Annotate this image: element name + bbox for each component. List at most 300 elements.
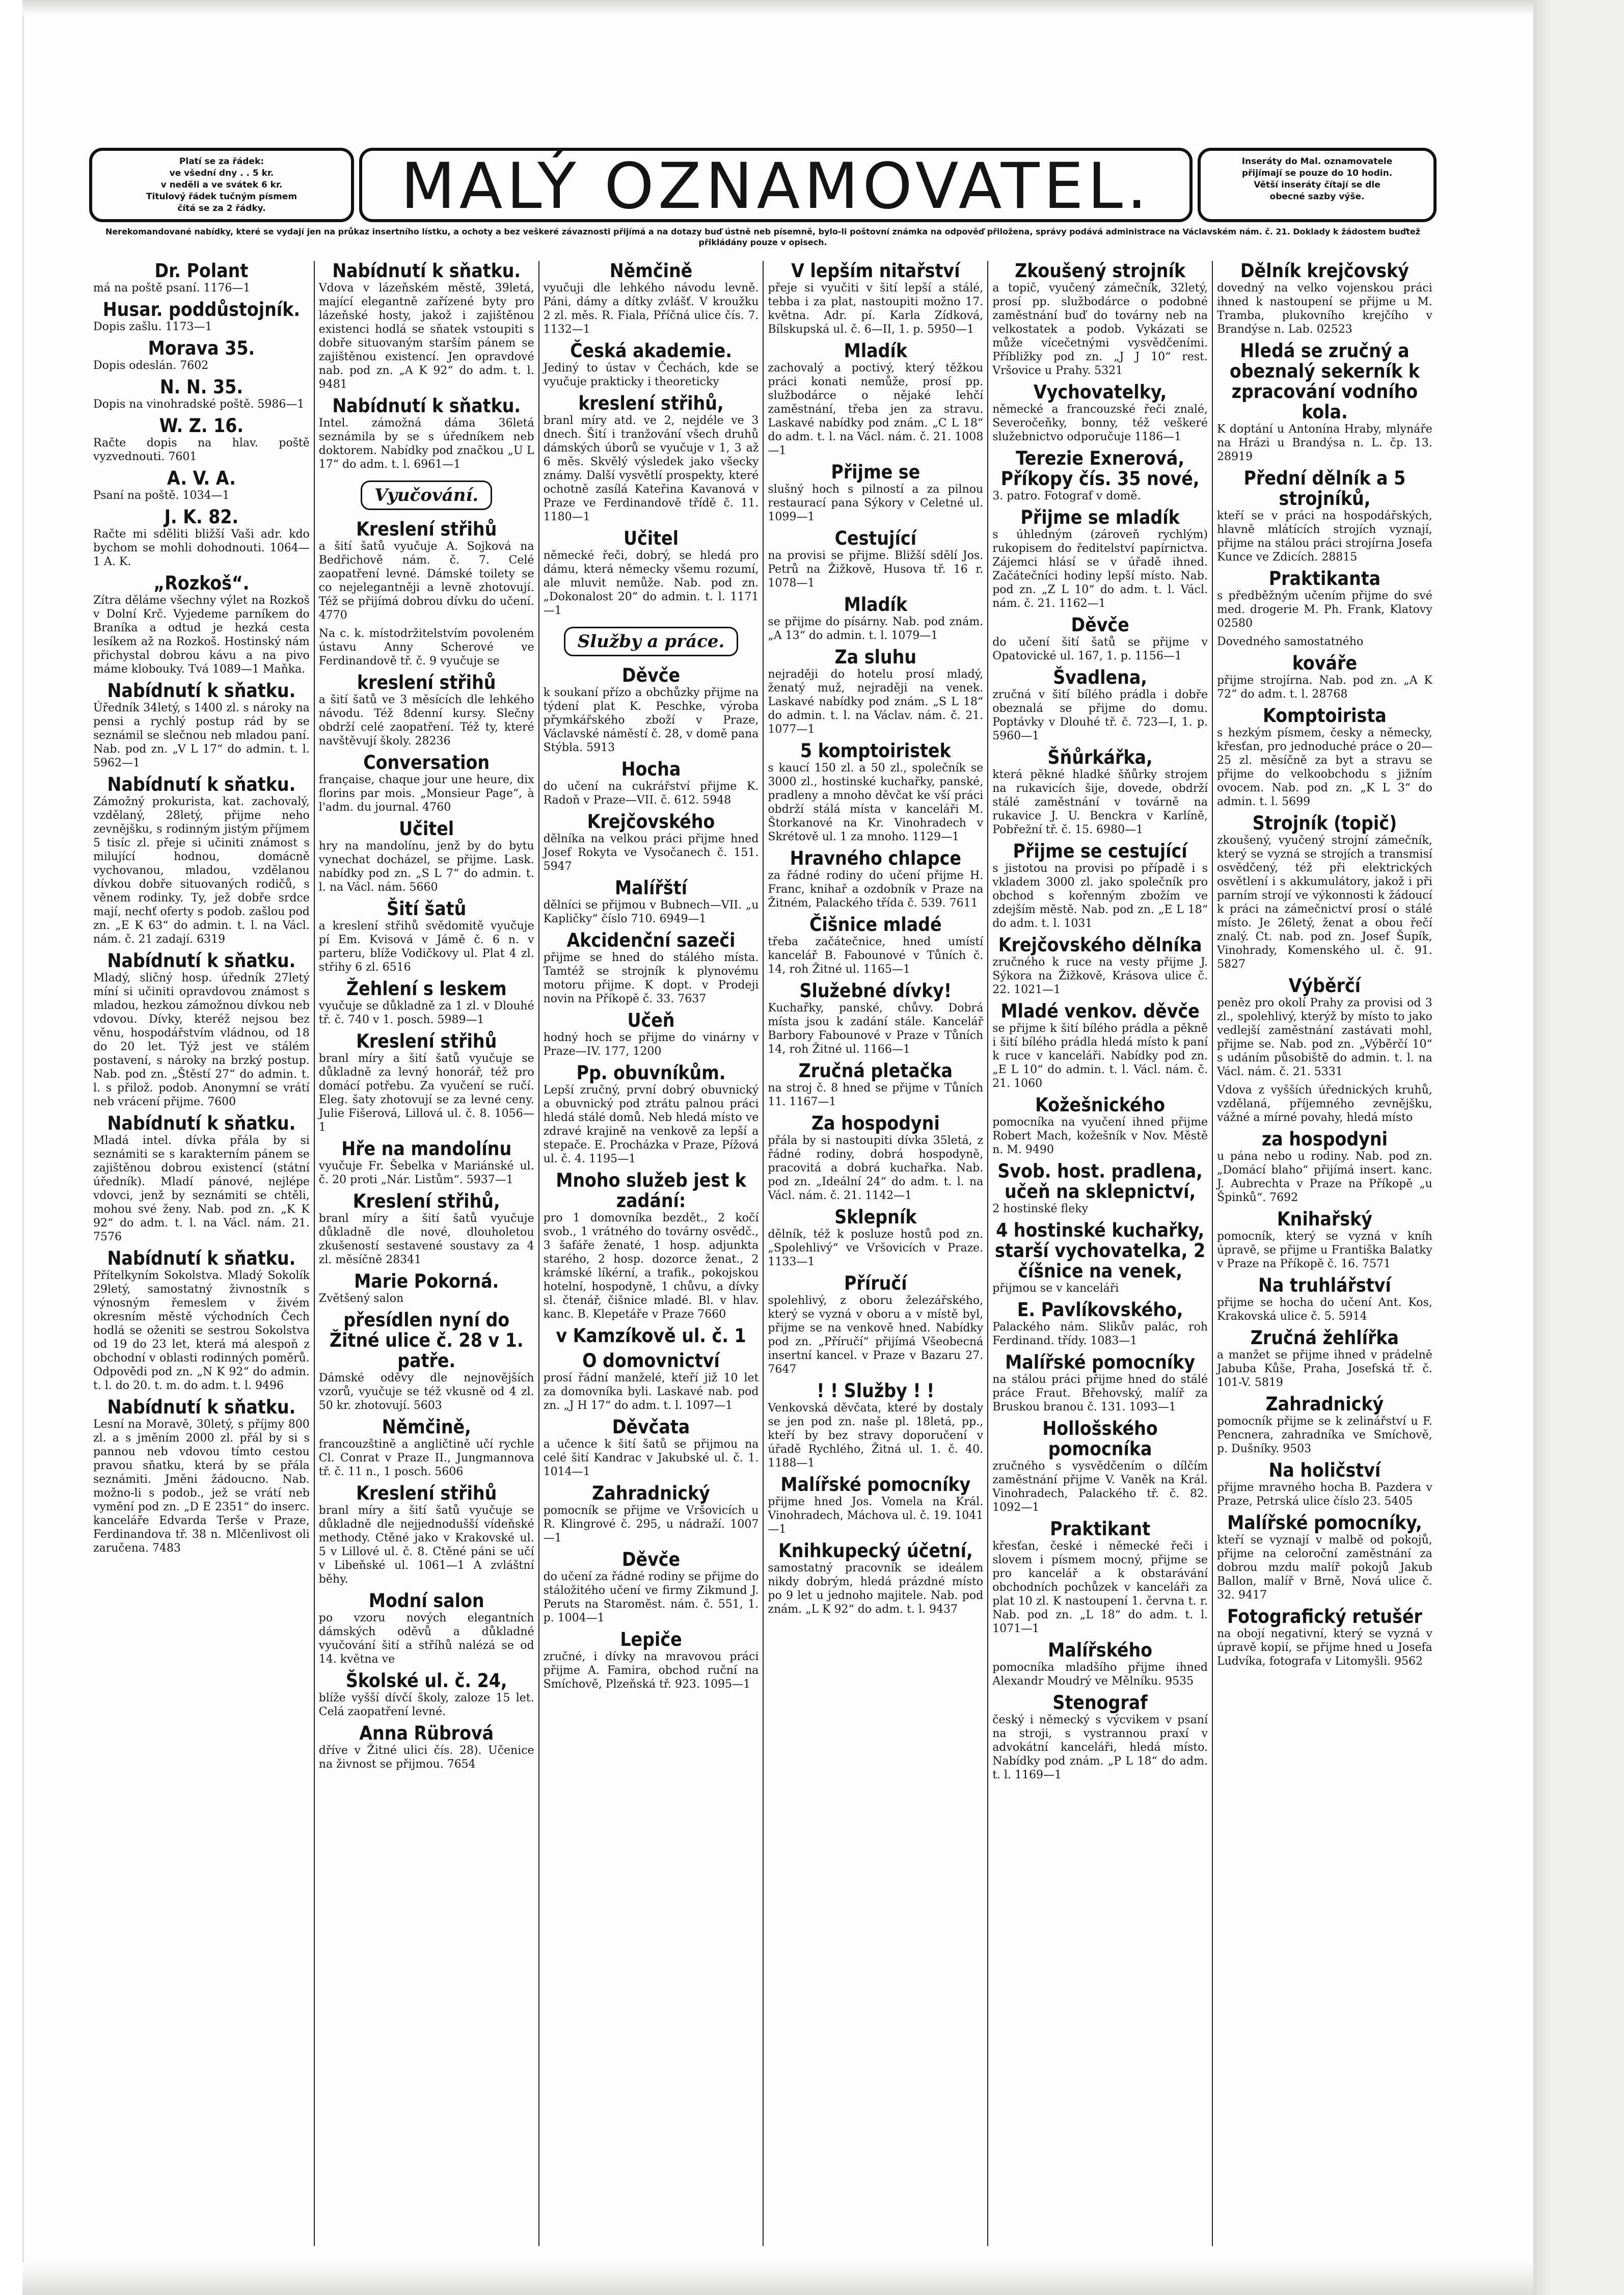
classified-ad <box>319 1031 534 1134</box>
ad-headline: Nabídnutí k sňatku. <box>107 1247 296 1269</box>
classified-ad <box>992 1519 1208 1636</box>
classified-ad <box>768 981 983 1056</box>
ad-body: dělníka na velkou práci přijme hned Josef Rokyta ve Vysočanech č. 151. 5947 <box>543 833 759 873</box>
classified-ad <box>992 615 1208 663</box>
ad-body: Na c. k. místodržitelstvím povoleném ústavu Anny Scherové ve Ferdinandově tř. č. 9 vyučuje se <box>318 627 534 668</box>
scan-bottom-edge <box>22 2262 1533 2295</box>
classified-ad <box>544 665 759 755</box>
classified-ad <box>93 681 310 770</box>
ad-body: vyučuji dle lehkého návodu levně. Páni, dámy a dítky zvlášť. V kroužku 2 zl. měs. R. Fiala, Příčná ulice čís. 7. 1132—1 <box>543 282 759 336</box>
ad-body: která pěkné hladké šňůrky strojem na rukavicích šije, dovede, obdrží stálé zaměstnání v továrně na rukavice J. U. Benckra v Karlíně, Pobřežní tř. č. 15. 6980—1 <box>992 768 1208 836</box>
classified-ad <box>93 300 310 334</box>
classified-ad <box>1217 1607 1432 1668</box>
ad-body: hry na mandolínu, jenž by do bytu vynechat docházel, se přijme. Lask. nabídky pod zn. „S L 7“ do admin. t. l. na Václ. nám. 5660 <box>318 840 534 894</box>
ad-body: branl míry a šití šatů vyučuje se důkladně dle nejjednodušší vídeňské methody. Ctěné jako v Krakovské ul. 5 v Lillové ul. č. 8. Ctěné páni se učí v Libeňské ul. 1061—1 A zvláštní běhy. <box>318 1504 534 1586</box>
classified-ad <box>544 528 759 618</box>
ad-body: Dopis odeslán. 7602 <box>93 359 209 372</box>
classified-ad <box>93 1248 310 1393</box>
ad-body: vyučuje Fr. Šebelka v Mariánské ul. č. 20 proti „Nár. Listům“. 5937—1 <box>318 1160 534 1186</box>
ad-body: branl míry atd. ve 2, nejdéle ve 3 dnech. Šití i tranžování všech druhů dámských úborů se vyučuje v 1, 3 až 6 měs. Skvělý výsledek jako všecky známy. Další vysvětlí prospekty, které ochotně zasílá Kateřina Kavanová v Praze ve Ferdinandově třídě č. 11. 1180—1 <box>543 414 759 523</box>
classified-ad <box>319 261 534 391</box>
ad-body: a šití šatů vyučuje A. Sojková na Bedřichově nám. č. 7. Celé zaopatření levné. Dámské toilety se co nejelegantněji a levně zhotovují. Též se přijímá dobrou dívku do učení. 4770 <box>318 540 534 622</box>
ad-body: Jediný to ústav v Čechách, kde se vyučuje prakticky i theoreticky <box>543 362 759 388</box>
ad-body: do učení na cukrářství přijme K. Radoň v Praze—VII. č. 612. 5948 <box>543 780 759 807</box>
ad-headline: Nabídnutí k sňatku. <box>332 261 521 282</box>
ad-headline: Zahradnický <box>1265 1393 1384 1415</box>
classified-ad <box>1217 261 1432 336</box>
ad-body: s hezkým písmem, česky a německy, křesťan, pro jednoduché práce o 20—25 zl. měsíčně za byt a stravu se přijme do velkoobchodu s jižním ovocem. Nab. pod zn. „K L 3“ do admin. t. l. 5699 <box>1216 727 1432 808</box>
ad-headline: Komptoirista <box>1263 705 1387 727</box>
classified-ad <box>768 1475 983 1536</box>
section-heading <box>319 481 534 510</box>
classified-ad <box>319 1417 534 1479</box>
ad-headline: Hollošského pomocníka <box>1042 1418 1158 1460</box>
page-title: MALÝ OZNAMOVATEL. <box>400 150 1151 223</box>
classified-ad <box>768 1207 983 1269</box>
ad-body: přála by si nastoupiti dívka 35letá, z řádné rodiny, dobrá hospodyně, pracovitá a dobrá kuchařka. Nab. pod zn. „Ideální 24“ do adm. t. l. na Václ. nám. č. 21. 1142—1 <box>768 1134 984 1202</box>
ad-body: 3. patro. Fotograf v domě. <box>992 490 1141 502</box>
ad-body: pro 1 domovníka bezdět., 2 kočí svob., 1 vrátného do továrny osvědč., 3 šafáře ženaté, 1 hosp. adjunkta starého, 2 hosp. dozorce ženat., 2 krámské líkérní, a trafik., pokojskou hotelní, hospodyně, 1 chůvu, a dívky sl. čtenář, čišnice mladé. Bl. v hlav. kanc. B. Klepetáře v Praze 7660 <box>543 1212 759 1321</box>
ad-headline: Husar. poddůstojník. <box>102 299 300 321</box>
classified-ad <box>544 1417 759 1479</box>
ad-body: zkoušený, vyučený strojní zámečník, který se vyzná se strojích a transmisí osvědčený, též při elektrických osvětlení i s akkumulátory, jakož i při parním strojí ve výkonnosti k žádoucí k práci na zámečnictví prosí o stálé místo. Je 26letý, ženat a obou řečí znalý. Ct. nab. pod zn. Josef Šupík, Vinohrady, Komenského ul. č. 91. 5827 <box>1216 834 1432 971</box>
ad-body: Zvětšený salon <box>318 1292 404 1305</box>
classified-ad <box>1217 1275 1432 1323</box>
ad-headline: přesídlen nyní do Žitné ulice č. 28 v 1. patře. <box>329 1309 524 1372</box>
ad-headline: Cestující <box>834 527 916 549</box>
classified-ad <box>544 261 759 336</box>
ad-body: přeje si vyučiti v šití lepší a stálé, tebba i za plat, nastoupiti možno 17. května. Adr. pí. Karla Zídková, Bílskupská ul. č. 6—II, 1. p. 5950—1 <box>768 282 984 336</box>
ad-body: u pána nebo u rodiny. Nab. pod zn. „Domácí blaho“ přijímá insert. kanc. J. Aubrechta v Praze na Příkopě „u Špinků“. 7692 <box>1216 1150 1432 1204</box>
ad-column-4 <box>763 261 987 2246</box>
classified-ad <box>1217 813 1432 971</box>
ad-body: přijme strojírna. Nab. pod zn. „A K 72“ do adm. t. l. 28768 <box>1216 674 1432 701</box>
ad-headline: Akcidenční sazeči <box>566 929 736 951</box>
classified-ad <box>768 848 983 910</box>
ad-body: nejraději do hotelu prosí mladý, ženatý muž, nejraději na venek. Laskavé nabídky pod znám. „S L 18“ do admin. t. l. na Václav. nám. č. 21. 1077—1 <box>768 668 984 736</box>
classified-ad <box>1217 468 1432 564</box>
ad-body: Zámožný prokurista, kat. zachovalý, vzdělaný, 28letý, přijme neho zevnějšku, s rodinným jistým příjmem 5 tisíc zl. přeje si učiniti známost s milující hodnou, domácně vychovanou, mladou, vzdělanou dívkou dobře situovaných rodičů, s věnem rodinky. Ty, jež dobře srdce mají, nechť oferty s podob. zašlou pod zn. „E K 63“ do admin. t. l. na Václ. nám. č. 21 zadají. 6319 <box>93 795 310 946</box>
classified-ad <box>992 748 1208 837</box>
ad-body: se přijme k šití bílého prádla a pěkně i šití bílého prádla hledá místo k paní k ruce v kanceláři. Nabídky pod zn. „E L 10“ do admin. t. l. Václ. nám. č. 21. 1060 <box>992 1022 1208 1090</box>
classified-ad <box>992 1352 1208 1414</box>
classified-ad <box>319 1310 534 1412</box>
ad-body: do učení za řádné rodiny se přijme do stáložitého učení ve firmy Zikmund J. Peruts na Staroměst. nám. č. 551, 1. p. 1004—1 <box>543 1570 759 1624</box>
ad-headline: Děvče <box>621 1549 681 1570</box>
ad-body: za řádné rodiny do učení přijme H. Franc, knihař a ozdobník v Praze na Žitném, Palackého třída č. 539. 7611 <box>768 869 984 910</box>
ad-headline: Výběrčí <box>1288 975 1361 997</box>
ad-body: český i německý s výcvikem v psaní na stroji, s vystrannou praxí v advokátní kanceláři, hledá místo. Nabídky pod znám. „P L 18“ do adm. t. l. 1169—1 <box>992 1714 1208 1781</box>
classified-ad <box>544 1326 759 1346</box>
ad-headline: Zahradnický <box>592 1482 710 1504</box>
classified-ad <box>768 647 983 736</box>
classified-ad <box>1217 706 1432 809</box>
ad-headline: Knihkupecký účetní, <box>778 1540 973 1562</box>
classified-ad <box>319 979 534 1027</box>
ad-headline: Učitel <box>623 527 679 549</box>
ad-body: přijme hned Jos. Vomela na Král. Vinohradech, Máchova ul. č. 19. 1041—1 <box>768 1496 984 1536</box>
ad-headline: Hocha <box>621 758 681 780</box>
ad-body: K doptání u Antonína Hraby, mlynáře na Hrázi u Brandýsa n. L. čp. 13. 28919 <box>1216 423 1432 463</box>
classified-ad <box>1217 635 1432 649</box>
ad-headline: Pp. obuvníkům. <box>576 1062 726 1084</box>
pricing-line: v neděli a ve svátek 6 kr. <box>160 180 283 190</box>
ad-headline: Přijme se cestující <box>1013 840 1187 862</box>
ad-headline: A. V. A. <box>167 467 236 489</box>
classified-ad <box>1217 1460 1432 1508</box>
ad-headline: Nabídnutí k sňatku. <box>107 1112 296 1134</box>
ad-body: vyučuje se důkladně za 1 zl. v Dlouhé tř. č. 740 v 1. posch. 5989—1 <box>318 1000 534 1026</box>
ad-body: prosí řádní manželé, kteří již 10 let za domovníka byli. Laskavé nab. pod zn. „J H 17“ do adm. t. l. 1097—1 <box>543 1372 759 1412</box>
ad-body: Psaní na poště. 1034—1 <box>93 489 230 502</box>
ad-body: Dámské oděvy dle nejnovějších vzorů, vyučuje se též vkusně od 4 zl. 50 kr. zhotovují. 5603 <box>318 1372 534 1412</box>
classified-ad <box>1217 569 1432 630</box>
ad-body: branl míry a šití šatů vyučuje důkladně dle nové, dlouholetou zkušeností sestavené soustavy za 4 zl. měsíčně 28341 <box>318 1212 534 1266</box>
ad-headline: Hledá se zručný a obeznalý sekerník k zpracování vodního kola. <box>1229 340 1420 423</box>
ad-headline: Zručná pletačka <box>798 1060 953 1082</box>
ad-headline: Terezie Exnerová, Příkopy čís. 35 nové, <box>1000 447 1200 490</box>
classified-ad <box>319 1671 534 1719</box>
classified-ad <box>544 1170 759 1321</box>
ad-headline: 4 hostinské kuchařky, starší vychovatelka, 2 číšnice na venek, <box>995 1219 1206 1282</box>
classified-ad <box>768 341 983 458</box>
ad-headline: Fotografický retušér <box>1227 1606 1422 1627</box>
deadline-box <box>1198 148 1437 222</box>
pricing-line: ve všední dny . . 5 kr. <box>169 168 274 178</box>
ad-headline: Učeň <box>627 1009 675 1031</box>
classified-ad <box>992 448 1208 503</box>
ad-headline: Malířské pomocníky, <box>1227 1512 1422 1534</box>
ad-body: a učence k šití šatů se přijmou na celé šití Kandrac v Jakubské ul. č. 1. 1014—1 <box>543 1438 759 1478</box>
ad-body: Mladá intel. dívka přála by si seznámiti se s karakterním pánem se zajištěnou dobrou existencí (státní úředník). Mladí pánové, nejlépe vdovci, jenž by seznámiti se chtěli, mohou své ženy. Nab. pod zn. „K K 92“ do adm. t. l. na Václ. nám. 21. 7576 <box>93 1134 310 1243</box>
classified-ad <box>93 377 310 411</box>
ad-column-3 <box>538 261 763 2246</box>
ad-headline: Mladík <box>844 340 907 362</box>
classified-ad <box>992 1300 1208 1348</box>
ad-headline: Svob. host. pradlena, učeň na sklepnictví, <box>997 1160 1203 1203</box>
ad-headline: Stenograf <box>1052 1692 1148 1714</box>
ad-headline: Děvčata <box>612 1416 690 1438</box>
section-heading <box>544 627 759 656</box>
ad-headline: Děvče <box>1071 614 1129 636</box>
ad-headline: Vychovatelky, <box>1033 381 1167 403</box>
classified-ad <box>768 741 983 844</box>
ad-headline: E. Pavlíkovského, <box>1017 1299 1183 1321</box>
ad-headline: J. K. 82. <box>164 506 239 528</box>
scan-left-margin <box>0 0 24 2295</box>
classified-ad <box>992 382 1208 444</box>
ad-headline: Hře na mandolínu <box>341 1138 512 1160</box>
ad-headline: Děvče <box>621 664 681 686</box>
classified-ad <box>93 573 310 676</box>
ad-headline: Přední dělník a 5 strojníků, <box>1243 467 1406 510</box>
classified-ad <box>992 261 1208 378</box>
ad-headline: Conversation <box>363 752 490 773</box>
ad-body: Úředník 34letý, s 1400 zl. s nároky na pensi a rychlý postup rád by se seznámil se slečnou neb mladou paní. Nab. pod zn. „V L 17“ do admin. t. l. 5962—1 <box>93 702 310 769</box>
ad-body: německé a francouzské řeči znalé, Severočeňky, bonny, též veškeré služebnictvo odporučuje 1186—1 <box>992 403 1208 443</box>
classified-ad <box>93 338 310 372</box>
deadline-line: obecné sazby výše. <box>1269 192 1365 202</box>
scan-page-shadow <box>1533 0 1552 2295</box>
classified-ad <box>992 1693 1208 1782</box>
ad-headline: Mladé venkov. děvče <box>1000 1000 1200 1022</box>
ad-headline: Mnoho služeb jest k zadání: <box>556 1169 746 1212</box>
ad-headline: Nabídnutí k sňatku. <box>332 395 521 417</box>
classified-ad <box>1217 1328 1432 1390</box>
ad-body: přijme mravného hocha B. Pazdera v Praze, Petrská ulice číslo 23. 5405 <box>1216 1481 1432 1508</box>
ad-body: Zítra děláme všechny výlet na Rozkoš v Dolní Krč. Vyjedeme parníkem do Braníka a odtud je hezká cesta lesíkem až na Rozkoš. Hostinský nám přichystal dobrou kávu a na pivo máme klobouky. Tvá 1089—1 Maňka. <box>93 594 310 676</box>
ad-headline: Přijme se <box>831 461 921 483</box>
ad-headline: Mladík <box>844 594 907 616</box>
classified-columns <box>89 261 1437 2246</box>
classified-ad <box>93 1397 310 1555</box>
ad-headline: 5 komptoiristek <box>800 740 951 762</box>
classified-ad <box>319 753 534 814</box>
ad-headline: Lepiče <box>620 1629 682 1650</box>
classified-ad <box>992 1095 1208 1157</box>
ad-body: na stálou práci přijme hned do stálé práce Fraut. Břehovský, malíř za Bruskou branou č. 131. 1093—1 <box>992 1373 1208 1413</box>
ad-headline: Strojník (topič) <box>1252 812 1397 834</box>
classified-ad <box>768 1273 983 1376</box>
classified-ad <box>319 1191 534 1267</box>
ad-headline: kreslení střihů <box>357 672 496 693</box>
ad-headline: N. N. 35. <box>159 376 243 398</box>
ad-body: se přijme do písárny. Nab. pod znám. „A 13“ do admin. t. l. 1079—1 <box>768 616 984 642</box>
classified-ad <box>544 1351 759 1412</box>
classified-ad <box>768 462 983 524</box>
ad-body: Intel. zámožná dáma 36letá seznámila by se s úředníkem neb doktorem. Nabídky pod značkou „U L 17“ do adm. t. l. 6961—1 <box>318 417 534 471</box>
classified-ad <box>768 595 983 643</box>
ad-body: Račte mi sděliti bližší Vaši adr. kdo bychom se mohli dohodnouti. 1064—1 A. K. <box>93 528 310 568</box>
ad-body: 2 hostinské fleky <box>992 1203 1089 1215</box>
classified-ad <box>992 1220 1208 1295</box>
section-heading-label: Vyučování. <box>361 481 492 510</box>
classified-ad <box>544 759 759 807</box>
ad-body: německé řeči, dobrý, se hledá pro dámu, která německy všemu rozumí, ale mluvit nemůže. Nab. pod zn. „Dokonalost 20“ do admin. t. l. 1171—1 <box>543 549 759 617</box>
ad-headline: Kožešnického <box>1035 1094 1166 1116</box>
ad-headline: O domovnictví <box>582 1350 720 1372</box>
ad-headline: Sklepník <box>834 1206 917 1228</box>
ad-body: Dopis zašlu. 1173—1 <box>93 321 212 333</box>
ad-headline: Zkoušený strojník <box>1015 261 1186 282</box>
ad-headline: Kreslení střihů <box>356 1030 497 1052</box>
ad-headline: Šňůrkářka, <box>1047 746 1153 768</box>
ad-body: na obojí negativní, který se vyzná v úpravě kopií, se přijme hned u Josefa Ludvíka, fotografa v Litomyšli. 9562 <box>1216 1627 1432 1668</box>
classified-ad <box>319 1139 534 1187</box>
ad-body: pomocník, který se vyzná v kníh úpravě, se přijme u Františka Balatky v Praze na Příkopě č. 16. 7571 <box>1216 1230 1432 1270</box>
ad-body: Venkovská děvčata, které by dostaly se jen pod zn. naše pl. 18letá, pp., kteří by bez stravy doporučení v úřadě Rychlého, Žitná ul. 1. č. 40. 1188—1 <box>768 1402 984 1470</box>
classified-ad <box>319 1483 534 1586</box>
classified-ad <box>544 930 759 1006</box>
ad-body: přijme se hned do stálého místa. Tamtéž se strojník k plynovému motoru přijme. K dopt. v Prodeji novin na Příkopě č. 33. 7637 <box>543 951 759 1005</box>
ad-headline: Praktikanta <box>1268 568 1381 590</box>
ad-body: zachovalý a poctivý, který těžkou práci konati nemůže, prosí pp. službodárce o nějaké lehčí zaměstnání, třeba jen za stravu. Laskavé nabídky pod znám. „C L 18“ do adm. t. l. na Václ. nám. č. 21. 1008—1 <box>768 362 984 457</box>
classified-ad <box>1217 341 1432 464</box>
ad-body: pomocníka mladšího přijme ihned Alexandr Moudrý ve Mělníku. 9535 <box>992 1661 1208 1688</box>
ad-headline: Němčině <box>609 261 693 282</box>
classified-ad <box>768 1541 983 1616</box>
ad-body: a šití šatů ve 3 měsících dle lehkého návodu. Též 8denní kursy. Slečny obdrží celé zaopatření. Též ty, které navštěvují školy. 28236 <box>318 693 534 748</box>
classified-ad <box>93 951 310 1109</box>
ad-headline: Kreslení střihů, <box>353 1190 500 1212</box>
ad-headline: Praktikant <box>1050 1518 1151 1540</box>
pricing-box <box>89 148 354 222</box>
classified-ad <box>768 915 983 976</box>
ad-headline: Modní salon <box>368 1590 484 1612</box>
pricing-line: čítá se za 2 řádky. <box>177 203 266 214</box>
ad-body: a kreslení střihů svědomitě vyučuje pí Em. Kvisová v Jámě č. 6 n. v parteru, blíže Vodičkovy ul. Plat 4 zl. střihy 6 zl. 6516 <box>318 920 534 974</box>
classified-ad <box>319 519 534 622</box>
masthead <box>89 148 1437 224</box>
ad-headline: Nabídnutí k sňatku. <box>107 1396 296 1418</box>
ad-body: třeba začátečnice, hned umístí kancelář B. Fabounové v Tůních č. 14, roh Žitné ul. 1165—1 <box>768 936 984 976</box>
ad-headline: kováře <box>1292 652 1357 674</box>
ad-headline: Česká akademie. <box>570 340 732 362</box>
section-heading-label: Služby a práce. <box>564 627 739 656</box>
ad-body: křesťan, české i německé řeči i slovem i písmem mocný, přijme se pro kancelář a k obstarávání obchodních pochůzek v kanceláři za plat 10 zl. K nastoupení 1. června t. r. Nab. pod zn. „L 18“ do adm. t. l. 1071—1 <box>992 1540 1208 1635</box>
ad-headline: Malířští <box>615 877 687 899</box>
ad-headline: Anna Rübrová <box>359 1722 494 1744</box>
ad-headline: Za hospodyni <box>811 1112 940 1134</box>
ad-headline: Hravného chlapce <box>790 847 961 869</box>
ad-body: přijmou se v kanceláři <box>992 1282 1119 1295</box>
deadline-line: Větší inseráty čítají se dle <box>1254 180 1381 190</box>
classified-ad <box>319 627 534 668</box>
classified-ad <box>544 1063 759 1166</box>
classified-ad <box>992 668 1208 743</box>
classified-ad <box>93 416 310 464</box>
ad-body: s jistotou na provisi po případě i s vkladem 3000 zl. jako společník pro obchod s kořenným zbožím ve zdejším městě. Nab. pod zn. „E L 18“ do adm. t. l. 1031 <box>992 862 1208 930</box>
ad-body: pomocník se přijme ve Vršovicích u R. Klingrové č. 295, u nádraží. 1007—1 <box>543 1504 759 1544</box>
ad-body: Račte dopis na hlav. poště vyzvednouti. 7601 <box>93 437 310 463</box>
ad-headline: Nabídnutí k sňatku. <box>107 680 296 702</box>
ad-headline: Učitel <box>399 818 454 840</box>
classified-ad <box>544 1630 759 1691</box>
ad-headline: Nabídnutí k sňatku. <box>107 950 296 972</box>
ad-headline: V lepším nitařství <box>791 261 960 282</box>
classified-ad <box>1217 1209 1432 1271</box>
ad-headline: Kreslení střihů <box>356 1482 497 1504</box>
administration-notice: Nerekomandované nabídky, které se vydají jen na průkaz insertního lístku, a ochoty a bez veškeré závaznosti přijímá a na dotazy buď ústně neb písemně, bylo-li poštovní známka na odpověď přiložena, správy podává administrace na Václavském nám. č. 21. Doklady k žádostem buďtež přikládány pouze v opisech. <box>105 227 1421 247</box>
ad-headline: W. Z. 16. <box>159 415 244 437</box>
pricing-line: Titulový řádek tučným písmem <box>146 192 297 202</box>
classified-ad <box>319 396 534 471</box>
ad-body: peněz pro okolí Prahy za provisi od 3 zl., spolehlivý, kterýž by místo to jako vedlejší zaměstnání zastávati mohl, přijme se. Nab. pod zn. „Výběrčí 10“ s udáním působiště do admin. t. l. na Václ. nám. č. 21. 5331 <box>1216 997 1432 1078</box>
ad-headline: v Kamzíkově ul. č. 1 <box>556 1325 746 1347</box>
ad-body: na stroj č. 8 hned se přijme v Tůních 11. 1167—1 <box>768 1082 984 1108</box>
ad-headline: Krejčovského <box>587 811 715 833</box>
ad-headline: „Rozkoš“. <box>153 572 250 594</box>
ad-headline: Němčině, <box>382 1416 471 1438</box>
classified-ad <box>1217 1083 1432 1125</box>
ad-body: přijme se hocha do učení Ant. Kos, Krakovská ulice č. 5. 5914 <box>1216 1296 1432 1323</box>
ad-body: francouzštině a angličtině učí rychle Cl. Conrat v Praze II., Jungmannova tř. č. 11 n., 1 posch. 5606 <box>318 1438 534 1478</box>
classified-ad <box>319 899 534 974</box>
classified-ad <box>319 819 534 894</box>
classified-ad <box>1217 653 1432 701</box>
classified-ad <box>992 935 1208 997</box>
ad-headline: Přijme se mladík <box>1020 506 1180 528</box>
ad-column-5 <box>987 261 1212 2246</box>
ad-headline: Šití šatů <box>387 898 467 920</box>
classified-ad <box>93 261 310 295</box>
ad-headline: Nabídnutí k sňatku. <box>107 773 296 795</box>
classified-ad <box>768 528 983 590</box>
ad-body: Dopis na vinohradské poště. 5986—1 <box>93 398 305 411</box>
classified-ad <box>1217 1129 1432 1205</box>
classified-ad <box>544 1010 759 1058</box>
pricing-line: Platí se za řádek: <box>179 156 264 167</box>
ad-headline: za hospodyni <box>1261 1128 1388 1150</box>
classified-ad <box>544 1483 759 1545</box>
classified-ad <box>93 507 310 569</box>
ad-body: zručná v šití bílého prádla i dobře obeznalá se přijme do domu. Poptávky v Dlouhé tř. č. 723—I, 1. p. 5960—1 <box>992 688 1208 742</box>
ad-body: dělník, též k posluze hostů pod zn. „Spolehlivý“ ve Vršovicích v Praze. 1133—1 <box>768 1228 984 1268</box>
ad-body: Mladý, sličný hosp. úředník 27letý míní si učiniti opravdovou známost s mladou, hezkou zámožnou dívkou neb vdovou. Dívky, kteréž nejsou bez věnu, hospodářstvím vládnou, od 18 do 20 let. Týž jest ve stálém postavení, s nároky na brzký postup. Nab. pod zn. „Štěstí 27“ do admin. t. l. s přilož. podob. Anonymní se vrátí neb vrácení přijme. 7600 <box>93 972 310 1108</box>
deadline-line: Inseráty do Mal. oznamovatele <box>1241 156 1393 167</box>
classified-ad <box>319 1271 534 1305</box>
ad-headline: Marie Pokorná. <box>354 1270 499 1292</box>
ad-body: má na poště psaní. 1176—1 <box>93 282 251 295</box>
ad-body: s předběžným učením přijme do své med. drogerie M. Ph. Frank, Klatovy 02580 <box>1216 590 1432 630</box>
ad-body: française, chaque jour une heure, dix florins par mois. „Monsieur Page“, à l'adm. du journal. 4760 <box>318 773 534 814</box>
ad-body: slušný hoch s pilností a za pilnou restaurací pana Sýkory v Celetné ul. 1099—1 <box>768 483 984 523</box>
classified-ad <box>544 812 759 873</box>
ad-body: Dovedného samostatného <box>1216 635 1364 648</box>
ad-headline: Na truhlářství <box>1258 1274 1391 1296</box>
ad-body: k soukaní přízo a obchůzky přijme na týdení plat K. Peschke, výroba přymkářského zboží v Praze, Václavské náměstí č. 28, v domě pana Stýbla. 5913 <box>543 686 759 754</box>
classified-ad <box>93 775 310 946</box>
ad-headline: Na holičství <box>1268 1459 1381 1481</box>
ad-body: zručného s vysvědčením o dílčím zaměstnání přijme V. Vaněk na Král. Vinohradech, Palackého tř. č. 82. 1092—1 <box>992 1460 1208 1514</box>
ad-headline: Krejčovského dělníka <box>998 934 1202 956</box>
classified-ad <box>992 841 1208 930</box>
ad-body: pomocník přijme se k zelinářství u F. Pencnera, zahradníka ve Smíchově, p. Dušníky. 9503 <box>1216 1415 1432 1455</box>
classified-ad <box>768 261 983 336</box>
ad-body: samostatný pracovník se ideálem nikdy dobrým, hledá prázdné místo po 9 let u jednoho majitele. Nab. pod znám. „L K 92“ do adm. t. l. 9437 <box>768 1562 984 1616</box>
ad-body: po vzoru nových elegantních dámských oděvů a důkladné vyučování šití a stříhů nalézá se od 14. května ve <box>318 1612 534 1666</box>
ad-headline: Dr. Polant <box>154 261 249 282</box>
ad-body: Přítelkyním Sokolstva. Mladý Sokolík 29letý, samostatný živnostník s výnosným řemeslem v živém okresním městě východních Čech hodlá se oženiti se sestrou Sokolstva od 19 do 23 let, která má alespoň z obchodní v oblasti rodinných poměrů. Odpovědi pod zn. „N K 92“ do admin. t. l. do 20. t. m. do adm. t. l. 9496 <box>93 1269 310 1392</box>
classified-ad <box>1217 1394 1432 1456</box>
classified-ad <box>992 1640 1208 1688</box>
ad-headline: Zručná žehlířka <box>1250 1327 1399 1349</box>
classified-ad <box>992 1001 1208 1090</box>
ad-body: kteří se vyznají v malbě od pokojů, přijme na celoroční zaměstnání za dobrou mzdu malíř pokojů Jakub Ballon, malíř v Brně, Nová ulice č. 32. 9417 <box>1216 1534 1432 1602</box>
ad-body: Vdova z vyšších úřednických kruhů, vzdělaná, příjemného zevnějšku, vážné a mírné povahy, hledá místo <box>1216 1084 1432 1124</box>
ad-body: s úhledným (zároveň rychlým) rukopisem do ředitelství papírnictva. Zájemci hlásí se v úřadě ihned. Začátečníci hodiny lepší místo. Nab. pod zn. „Z L 10“ do adm. t. l. Václ. nám. č. 21. 1162—1 <box>992 528 1208 610</box>
classified-ad <box>992 508 1208 610</box>
deadline-line: přijímají se pouze do 10 hodin. <box>1241 168 1393 178</box>
classified-ad <box>992 1419 1208 1514</box>
ad-headline: Malířského <box>1048 1639 1153 1661</box>
classified-ad <box>319 1591 534 1666</box>
ad-headline: Školské ul. č. 24, <box>345 1670 507 1692</box>
ad-body: spolehlivý, z oboru železářského, který se vyzná v oboru a v místě byl, přijme se na venkově hned. Nabídky pod zn. „Příručí“ přijímá Všeobecná insertní kancel. v Praze v Bazaru 27. 7647 <box>768 1294 984 1376</box>
ad-body: Vdova v lázeňském městě, 39letá, mající elegantně zařízené byty pro lázeňské hosty, jakož i zajištěnou existenci hodlá se sňatek vstoupiti s dobře situovaným starším pánem se zajištěnou existencí. Jen opravdové nab. pod zn. „A K 92“ do adm. t. l. 9481 <box>318 282 534 391</box>
ad-body: na provisi se přijme. Bližší sdělí Jos. Petrů na Žižkově, Husova tř. 16 r. 1078—1 <box>768 549 984 590</box>
title-box <box>359 148 1193 222</box>
ad-headline: Dělník krejčovský <box>1240 261 1409 282</box>
ad-body: s kaucí 150 zl. a 50 zl., společník se 3000 zl., hostinské kuchařky, panské, pradleny a mnoho děvčat ke vší práci obdrží stálá místa v kanceláři M. Štorkanové na Kr. Vinohradech v Skrétově ul. 1 za mnoho. 1129—1 <box>768 762 984 843</box>
classified-ad <box>544 878 759 926</box>
classified-ad <box>1217 1513 1432 1602</box>
ad-headline: Za sluhu <box>834 646 917 668</box>
ad-body: dělníci se přijmou v Bubnech—VII. „u Kapličky“ číslo 710. 6949—1 <box>543 899 759 925</box>
ad-headline: Služebné dívky! <box>799 980 952 1002</box>
ad-body: blíže vyšší dívčí školy, zaloze 15 let. Celá zaopatření levné. <box>318 1692 534 1718</box>
ad-body: do učení šití šatů se přijme v Opatovické ul. 167, 1. p. 1156—1 <box>992 636 1208 662</box>
